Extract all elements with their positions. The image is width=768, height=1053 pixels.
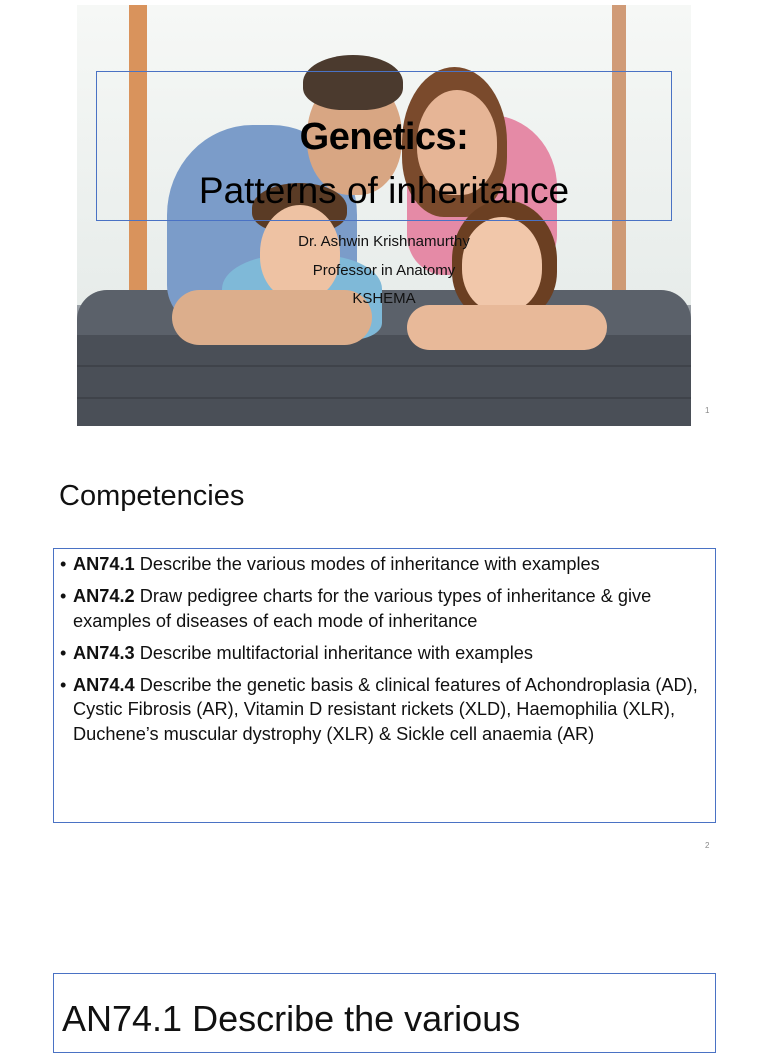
- competency-text: Draw pedigree charts for the various types of inheritance & give examples of diseases of each mode of inheritance: [73, 586, 652, 631]
- bullet-icon: •: [60, 554, 67, 574]
- competencies-slide: [0, 470, 768, 860]
- author-block: [0, 228, 768, 314]
- author-institution: KSHEMA: [352, 290, 416, 307]
- competency-text: Describe the various modes of inheritance with examples: [134, 554, 600, 574]
- slide-subtitle: Patterns of inheritance: [198, 170, 570, 211]
- bullet-icon: •: [60, 642, 67, 663]
- bullet-icon: •: [60, 586, 67, 606]
- competency-code: AN74.1: [73, 554, 135, 574]
- page-number: 2: [705, 841, 710, 850]
- author-role: Professor in Anatomy: [312, 261, 456, 279]
- slide-3-title: AN74.1 Describe the various: [62, 998, 521, 1039]
- competency-list: [60, 552, 703, 746]
- competency-text: Describe the genetic basis & clinical features of Achondroplasia (AD), Cystic Fibrosis (AR), Vitamin D resistant rickets (XLD), Haemophilia (XLR), Duchene’s muscular dystrophy (XLR) & Sickle cell anaemia (AR): [73, 674, 698, 744]
- slide-3-title-box: [53, 973, 716, 1053]
- bullet-icon: •: [60, 674, 67, 695]
- competency-code: AN74.4: [73, 674, 135, 695]
- slide-3: [0, 972, 768, 1039]
- title-box: [96, 71, 672, 221]
- slide-heading: Competencies: [59, 480, 245, 512]
- slide-title: Genetics:: [299, 116, 469, 158]
- page-number: 1: [705, 406, 710, 415]
- list-item: [60, 552, 703, 577]
- competency-code: AN74.3: [73, 642, 135, 663]
- list-item: [60, 584, 703, 633]
- list-item: [60, 673, 703, 747]
- list-item: [60, 641, 703, 666]
- competency-code: AN74.2: [73, 586, 135, 606]
- title-slide: [0, 0, 768, 430]
- competency-text: Describe multifactorial inheritance with examples: [134, 642, 533, 663]
- competency-box: [53, 548, 716, 823]
- author-name: Dr. Ashwin Krishnamurthy: [298, 233, 470, 250]
